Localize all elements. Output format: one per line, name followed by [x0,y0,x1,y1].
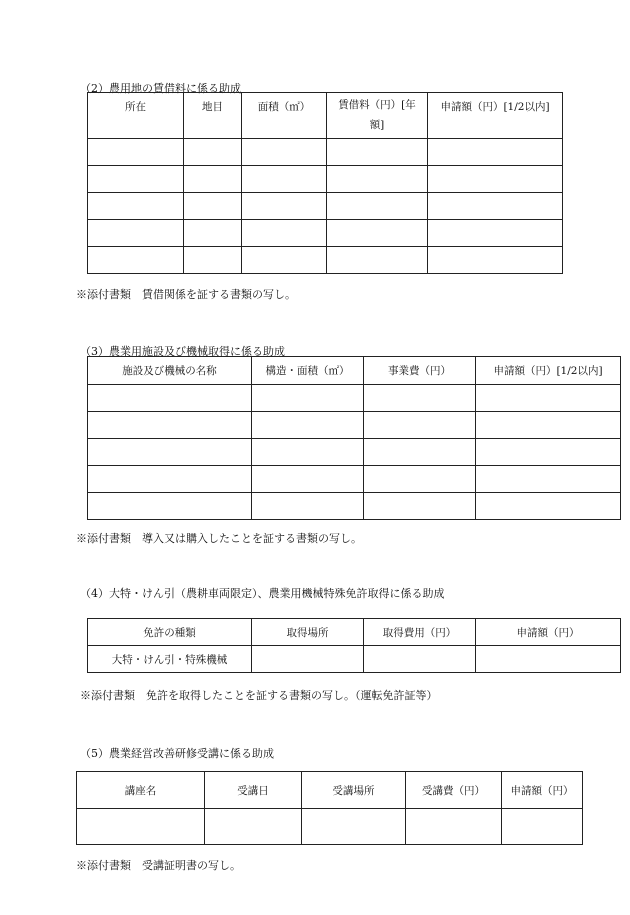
table-cell[interactable] [242,247,327,274]
col-course-date: 受講日 [205,772,302,809]
table-cell[interactable] [476,439,621,466]
table-cell[interactable] [88,247,184,274]
col-land-category: 地目 [184,93,242,139]
table-cell[interactable] [242,193,327,220]
table-cell[interactable] [428,247,563,274]
col-request-amount: 申請額（円）[1/2以内] [476,357,621,385]
col-rent-line1: 賃借料（円）[年 [338,99,416,111]
col-course-fee: 受講費（円） [406,772,502,809]
col-request-amount: 申請額（円）[1/2以内] [428,93,563,139]
table-cell[interactable] [327,247,428,274]
table-row [88,385,621,412]
table-cell[interactable] [476,412,621,439]
table-cell[interactable] [88,220,184,247]
table-cell[interactable] [364,646,476,673]
table-cell[interactable] [428,193,563,220]
table-cell[interactable] [364,439,476,466]
table-cell[interactable] [476,385,621,412]
col-facility-name: 施設及び機械の名称 [88,357,252,385]
table-cell[interactable] [88,439,252,466]
table-row [88,247,563,274]
table-cell[interactable] [252,493,364,520]
table-header-row [77,772,583,809]
table-cell[interactable] [184,247,242,274]
land-rent-table [87,92,563,274]
col-rent [327,93,428,139]
table-row [88,493,621,520]
table-cell[interactable] [88,166,184,193]
table-row [88,193,563,220]
table-cell[interactable] [252,385,364,412]
table-cell[interactable] [184,193,242,220]
table-row [88,220,563,247]
table-row [88,139,563,166]
table-cell[interactable] [242,166,327,193]
table-cell[interactable] [327,166,428,193]
table-cell[interactable] [88,385,252,412]
training-table [76,771,583,845]
table-cell[interactable] [242,139,327,166]
table-cell[interactable] [184,220,242,247]
col-structure-area: 構造・面積（㎡） [252,357,364,385]
table-row [88,412,621,439]
section4-note: ※添付書類 免許を取得したことを証する書類の写し。（運転免許証等） [80,689,438,702]
table-cell[interactable] [252,646,364,673]
table-cell[interactable] [364,385,476,412]
col-license-type: 免許の種類 [88,619,252,646]
table-cell[interactable] [205,809,302,845]
col-project-cost: 事業費（円） [364,357,476,385]
table-cell[interactable] [476,493,621,520]
section2-heading: （2）農用地の賃借料に係る助成 [80,82,241,95]
table-cell[interactable] [364,493,476,520]
table-cell[interactable] [252,412,364,439]
table-cell[interactable] [364,412,476,439]
table-cell[interactable] [77,809,205,845]
table-row [77,809,583,845]
col-location: 所在 [88,93,184,139]
col-request-amount: 申請額（円） [476,619,621,646]
table-cell[interactable] [88,193,184,220]
table-cell[interactable] [406,809,502,845]
col-request-amount: 申請額（円） [502,772,583,809]
table-cell[interactable] [327,220,428,247]
table-cell[interactable] [428,139,563,166]
table-cell[interactable] [88,412,252,439]
table-cell[interactable] [364,466,476,493]
section3-heading: （3）農業用施設及び機械取得に係る助成 [80,345,285,358]
table-header-row [88,357,621,385]
table-cell[interactable] [476,646,621,673]
table-cell[interactable] [184,139,242,166]
table-cell[interactable] [252,466,364,493]
license-type-value: 大特・けん引・特殊機械 [88,646,252,673]
col-acquisition-place: 取得場所 [252,619,364,646]
table-cell[interactable] [88,466,252,493]
table-row [88,646,621,673]
table-row [88,166,563,193]
section3-note: ※添付書類 導入又は購入したことを証する書類の写し。 [76,532,362,545]
col-course-place: 受講場所 [302,772,406,809]
section4-heading: （4）大特・けん引（農耕車両限定）、農業用機械特殊免許取得に係る助成 [80,587,445,600]
license-table [87,618,621,673]
col-course-name: 講座名 [77,772,205,809]
table-header-row [88,619,621,646]
table-cell[interactable] [476,466,621,493]
table-cell[interactable] [428,220,563,247]
table-cell[interactable] [252,439,364,466]
table-cell[interactable] [242,220,327,247]
col-acquisition-cost: 取得費用（円） [364,619,476,646]
section5-heading: （5）農業経営改善研修受講に係る助成 [80,747,274,760]
table-cell[interactable] [88,139,184,166]
section2-note: ※添付書類 賃借関係を証する書類の写し。 [76,288,296,301]
table-cell[interactable] [327,139,428,166]
col-rent-line2: 額] [369,119,385,131]
table-cell[interactable] [327,193,428,220]
table-header-row [88,93,563,139]
table-cell[interactable] [88,493,252,520]
table-cell[interactable] [184,166,242,193]
table-cell[interactable] [502,809,583,845]
table-row [88,466,621,493]
section5-note: ※添付書類 受講証明書の写し。 [76,859,241,872]
table-row [88,439,621,466]
table-cell[interactable] [302,809,406,845]
facility-machine-table [87,356,621,520]
col-area: 面積（㎡） [242,93,327,139]
table-cell[interactable] [428,166,563,193]
